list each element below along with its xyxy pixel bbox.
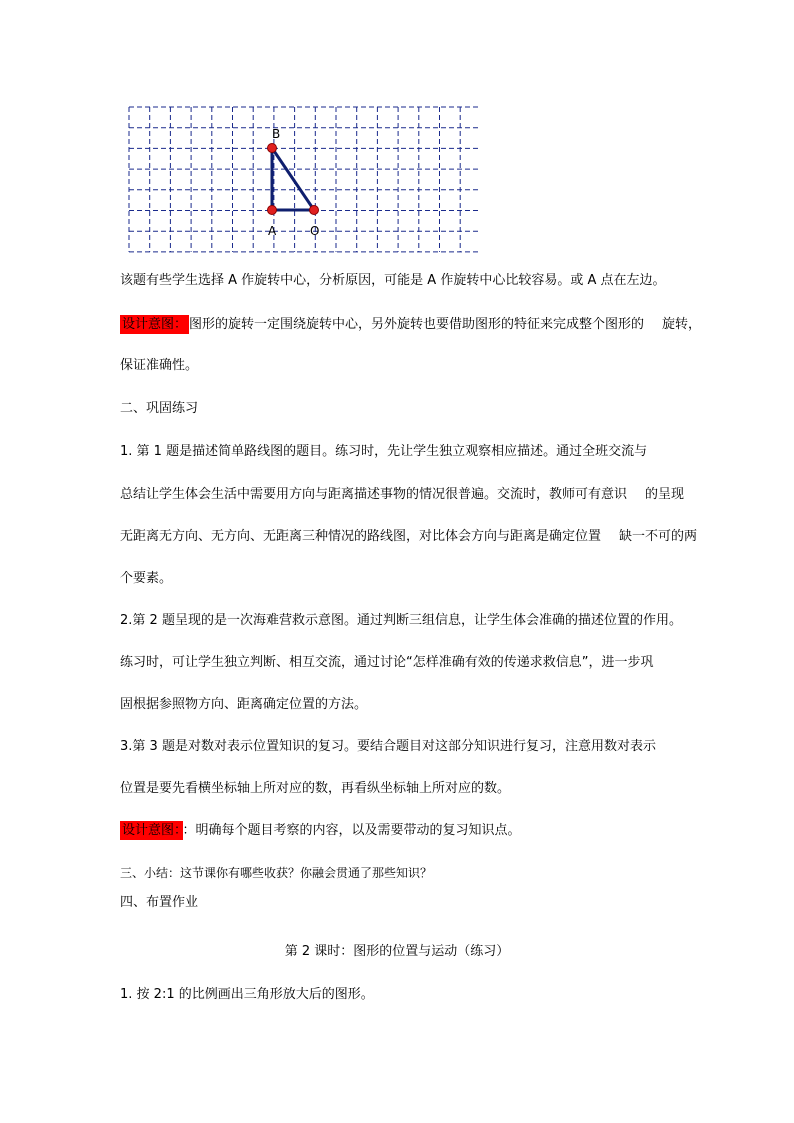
design-intent-2 <box>120 822 521 840</box>
point-o <box>310 206 319 215</box>
paragraph-rotation-analysis: 该题有些学生选择 A 作旋转中心，分析原因，可能是 A 作旋转中心比较容易。或 A 点在左边。 <box>120 273 666 288</box>
item1-line2 <box>120 486 684 504</box>
design-intent-1 <box>120 316 701 334</box>
item2-line1: 2.第 2 题呈现的是一次海难营救示意图。通过判断三组信息，让学生体会准确的描述位置的作用。 <box>120 613 682 628</box>
triangle <box>268 144 319 215</box>
grid-triangle-figure <box>128 106 480 258</box>
item1-line4: 个要素。 <box>120 571 173 586</box>
grid-lines <box>129 107 480 252</box>
item1-line2-a: 总结让学生体会生活中需要用方向与距离描述事物的情况很普遍。交流时，教师可有意识 <box>120 487 628 502</box>
design-intent-text-end: 旋转， <box>662 317 702 332</box>
triangle-side-bo <box>272 148 314 210</box>
item3-line2: 位置是要先看横坐标轴上所对应的数，再看纵坐标轴上所对应的数。 <box>120 781 511 796</box>
item1-line2-b: 的呈现 <box>645 487 685 502</box>
grid-diagram <box>128 106 480 254</box>
item1-line3-a: 无距离无方向、无方向、无距离三种情况的路线图，对比体会方向与距离是确定位置 <box>120 529 602 544</box>
task-1: 1. 按 2:1 的比例画出三角形放大后的图形。 <box>120 987 374 1002</box>
section-heading-summary: 三、小结：这节课你有哪些收获？你融会贯通了那些知识？ <box>120 866 433 880</box>
design-intent-tag: 设计意图： <box>122 823 181 838</box>
item1-line3 <box>120 528 697 546</box>
label-a: A <box>268 224 277 238</box>
item2-line3: 固根据参照物方向、距离确定位置的方法。 <box>120 697 368 712</box>
item1-line1: 1. 第 1 题是描述简单路线图的题目。练习时，先让学生独立观察相应描述。通过全班交流与 <box>120 444 648 459</box>
design-intent-tag: 设计意图： <box>122 317 188 332</box>
point-a <box>268 206 277 215</box>
design-intent-1-cont: 保证准确性。 <box>120 358 199 373</box>
label-b: B <box>272 127 281 141</box>
design-intent-text: ：明确每个题目考察的内容，以及需要带动的复习知识点。 <box>182 823 521 838</box>
lesson-title: 第 2 课时：图形的位置与运动（练习） <box>284 944 510 959</box>
label-o: O <box>310 224 320 238</box>
point-b <box>268 144 277 153</box>
item3-line1: 3.第 3 题是对数对表示位置知识的复习。要结合题目对这部分知识进行复习，注意用数对表示 <box>120 739 656 754</box>
section-heading-homework: 四、布置作业 <box>120 895 199 910</box>
section-heading-practice: 二、巩固练习 <box>120 401 199 416</box>
item1-line3-b: 缺一不可的两 <box>619 529 698 544</box>
design-intent-text: 图形的旋转一定围绕旋转中心，另外旋转也要借助图形的特征来完成整个图形的 <box>189 317 645 332</box>
item2-line2: 练习时，可让学生独立判断、相互交流，通过讨论“怎样准确有效的传递求救信息”，进一步巩 <box>120 655 654 670</box>
